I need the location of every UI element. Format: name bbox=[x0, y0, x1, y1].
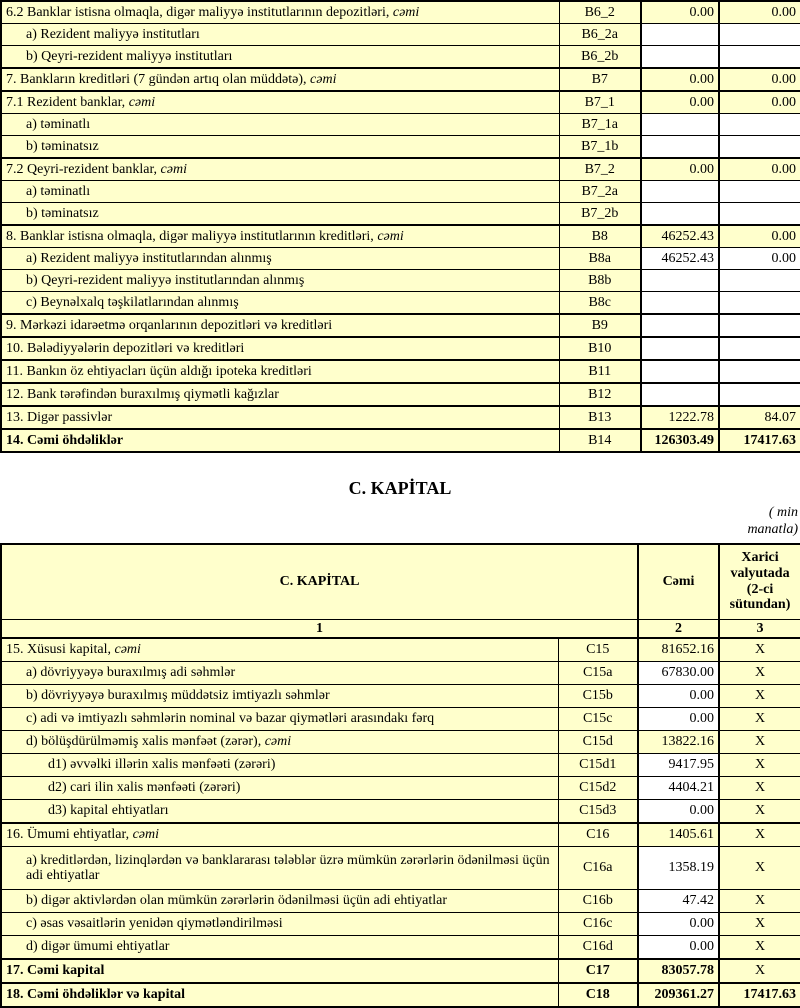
value-foreign-not-applicable: X bbox=[719, 708, 800, 731]
value-total: 1405.61 bbox=[638, 823, 719, 847]
row-label: b) təminatsız bbox=[1, 136, 559, 159]
table-row-B7 bbox=[1, 68, 800, 91]
value-total: 81652.16 bbox=[638, 638, 719, 662]
row-label: 14. Cəmi öhdəliklər bbox=[1, 429, 559, 452]
value-foreign-currency: 17417.63 bbox=[719, 983, 800, 1007]
row-label: d2) cari ilin xalis mənfəəti (zərəri) bbox=[1, 777, 558, 800]
row-code: C15d3 bbox=[558, 800, 638, 824]
value-total bbox=[641, 181, 719, 203]
table-row-B10 bbox=[1, 337, 800, 360]
row-label: 17. Cəmi kapital bbox=[1, 959, 558, 983]
row-label: d) bölüşdürülməmiş xalis mənfəət (zərər), cəmi bbox=[1, 731, 558, 754]
table-row-B7_2b bbox=[1, 203, 800, 226]
table-row-C15d2 bbox=[1, 777, 800, 800]
row-code: B7_2b bbox=[559, 203, 641, 226]
value-foreign-currency bbox=[719, 181, 800, 203]
value-total: 46252.43 bbox=[641, 248, 719, 270]
capital-section-title: C. KAPİTAL bbox=[348, 478, 452, 498]
row-label: 13. Digər passivlər bbox=[1, 406, 559, 429]
value-foreign-not-applicable: X bbox=[719, 731, 800, 754]
row-label: b) Qeyri-rezident maliyyə institutlarından alınmış bbox=[1, 270, 559, 292]
row-code: C15d1 bbox=[558, 754, 638, 777]
table-row-B6_2 bbox=[1, 1, 800, 24]
row-code: C16b bbox=[558, 890, 638, 913]
row-code: C15d2 bbox=[558, 777, 638, 800]
value-foreign-currency bbox=[719, 292, 800, 315]
table-row-C15d1 bbox=[1, 754, 800, 777]
value-foreign-currency: 0.00 bbox=[719, 158, 800, 181]
table-row-C15 bbox=[1, 638, 800, 662]
value-total: 67830.00 bbox=[638, 662, 719, 685]
column-number-2: 2 bbox=[638, 619, 719, 638]
row-code: C17 bbox=[558, 959, 638, 983]
value-total: 0.00 bbox=[638, 708, 719, 731]
value-foreign-not-applicable: X bbox=[719, 959, 800, 983]
table-row-B7_2 bbox=[1, 158, 800, 181]
table-row-B14 bbox=[1, 429, 800, 452]
value-total: 46252.43 bbox=[641, 225, 719, 248]
row-label-italic-suffix: cəmi bbox=[310, 71, 337, 87]
row-label: b) dövriyyəyə buraxılmış müddətsiz imtiyazlı səhmlər bbox=[1, 685, 558, 708]
value-total: 0.00 bbox=[638, 936, 719, 960]
value-total: 126303.49 bbox=[641, 429, 719, 452]
value-total: 0.00 bbox=[638, 685, 719, 708]
row-code: B6_2b bbox=[559, 46, 641, 69]
value-total: 0.00 bbox=[638, 913, 719, 936]
row-code: C15b bbox=[558, 685, 638, 708]
table-row-C18 bbox=[1, 983, 800, 1007]
value-total: 0.00 bbox=[638, 800, 719, 824]
value-total bbox=[641, 114, 719, 136]
capital-header-title: C. KAPİTAL bbox=[1, 544, 638, 620]
row-code: B7_1b bbox=[559, 136, 641, 159]
row-label: 18. Cəmi öhdəliklər və kapital bbox=[1, 983, 558, 1007]
value-foreign-not-applicable: X bbox=[719, 936, 800, 960]
column-number-3: 3 bbox=[719, 619, 800, 638]
table-row-C15d3 bbox=[1, 800, 800, 824]
value-foreign-currency bbox=[719, 46, 800, 69]
value-total: 209361.27 bbox=[638, 983, 719, 1007]
row-label: c) əsas vəsaitlərin yenidən qiymətləndirilməsi bbox=[1, 913, 558, 936]
table-row-C16 bbox=[1, 823, 800, 847]
value-total bbox=[641, 314, 719, 337]
row-label: 8. Banklar istisna olmaqla, digər maliyyə institutlarının kreditləri, cəmi bbox=[1, 225, 559, 248]
row-code: B7_1 bbox=[559, 91, 641, 114]
table-row-B6_2a bbox=[1, 24, 800, 46]
row-label: d) digər ümumi ehtiyatlar bbox=[1, 936, 558, 960]
row-code: B9 bbox=[559, 314, 641, 337]
table-row-C16c bbox=[1, 913, 800, 936]
value-total: 4404.21 bbox=[638, 777, 719, 800]
table-row-B8b bbox=[1, 270, 800, 292]
row-code: C15d bbox=[558, 731, 638, 754]
row-code: B8 bbox=[559, 225, 641, 248]
table-row-C15a bbox=[1, 662, 800, 685]
row-code: C16 bbox=[558, 823, 638, 847]
row-label: a) dövriyyəyə buraxılmış adi səhmlər bbox=[1, 662, 558, 685]
row-label: d3) kapital ehtiyatları bbox=[1, 800, 558, 824]
value-total: 0.00 bbox=[641, 1, 719, 24]
table-row-B8c bbox=[1, 292, 800, 315]
table-row-C15b bbox=[1, 685, 800, 708]
row-label: 6.2 Banklar istisna olmaqla, digər maliyyə institutlarının depozitləri, cəmi bbox=[1, 1, 559, 24]
value-foreign-not-applicable: X bbox=[719, 638, 800, 662]
table-row-B9 bbox=[1, 314, 800, 337]
value-total bbox=[641, 337, 719, 360]
row-label: 12. Bank tərəfindən buraxılmış qiymətli kağızlar bbox=[1, 383, 559, 406]
table-row-B13 bbox=[1, 406, 800, 429]
row-code: B7 bbox=[559, 68, 641, 91]
table-row-B8 bbox=[1, 225, 800, 248]
row-code: C16d bbox=[558, 936, 638, 960]
value-foreign-not-applicable: X bbox=[719, 800, 800, 824]
value-foreign-not-applicable: X bbox=[719, 754, 800, 777]
row-label: c) adi və imtiyazlı səhmlərin nominal və bazar qiymətləri arasındakı fərq bbox=[1, 708, 558, 731]
table-row-C15d bbox=[1, 731, 800, 754]
value-foreign-currency bbox=[719, 114, 800, 136]
value-foreign-not-applicable: X bbox=[719, 913, 800, 936]
value-total: 9417.95 bbox=[638, 754, 719, 777]
table-row-B7_1a bbox=[1, 114, 800, 136]
row-label: 9. Mərkəzi idarəetmə orqanlarının depozitləri və kreditləri bbox=[1, 314, 559, 337]
table-row-B8a bbox=[1, 248, 800, 270]
row-label: 7. Bankların kreditləri (7 gündən artıq olan müddətə), cəmi bbox=[1, 68, 559, 91]
value-total bbox=[641, 360, 719, 383]
row-code: B13 bbox=[559, 406, 641, 429]
capital-header-row bbox=[1, 544, 800, 620]
row-code: C16c bbox=[558, 913, 638, 936]
row-code: C15a bbox=[558, 662, 638, 685]
row-code: C16a bbox=[558, 847, 638, 890]
row-label: 7.1 Rezident banklar, cəmi bbox=[1, 91, 559, 114]
unit-note bbox=[0, 505, 798, 539]
value-foreign-not-applicable: X bbox=[719, 662, 800, 685]
row-code: B10 bbox=[559, 337, 641, 360]
value-foreign-currency: 17417.63 bbox=[719, 429, 800, 452]
value-foreign-currency: 0.00 bbox=[719, 1, 800, 24]
value-total bbox=[641, 383, 719, 406]
value-total bbox=[641, 136, 719, 159]
table-row-C16b bbox=[1, 890, 800, 913]
table-row-B11 bbox=[1, 360, 800, 383]
row-label: 11. Bankın öz ehtiyacları üçün aldığı ipoteka kreditləri bbox=[1, 360, 559, 383]
row-label: 16. Ümumi ehtiyatlar, cəmi bbox=[1, 823, 558, 847]
value-total: 13822.16 bbox=[638, 731, 719, 754]
value-total bbox=[641, 46, 719, 69]
value-foreign-currency: 84.07 bbox=[719, 406, 800, 429]
value-foreign-currency bbox=[719, 383, 800, 406]
value-foreign-not-applicable: X bbox=[719, 685, 800, 708]
row-label: a) Rezident maliyyə institutları bbox=[1, 24, 559, 46]
row-code: B7_1a bbox=[559, 114, 641, 136]
table-row-B7_2a bbox=[1, 181, 800, 203]
row-code: B6_2 bbox=[559, 1, 641, 24]
capital-header-total: Cəmi bbox=[638, 544, 719, 620]
row-label: a) Rezident maliyyə institutlarından alınmış bbox=[1, 248, 559, 270]
row-code: B7_2a bbox=[559, 181, 641, 203]
row-code: B6_2a bbox=[559, 24, 641, 46]
row-label: a) təminatlı bbox=[1, 181, 559, 203]
row-label: b) təminatsız bbox=[1, 203, 559, 226]
value-foreign-currency bbox=[719, 360, 800, 383]
table-row-B7_1b bbox=[1, 136, 800, 159]
value-foreign-not-applicable: X bbox=[719, 847, 800, 890]
capital-header-foreign-currency: Xarici valyutada (2-ci sütundan) bbox=[719, 544, 800, 620]
row-label-italic-suffix: cəmi bbox=[128, 94, 156, 110]
value-total bbox=[641, 24, 719, 46]
value-total: 83057.78 bbox=[638, 959, 719, 983]
value-total bbox=[641, 292, 719, 315]
unit-note-line1: ( min bbox=[768, 505, 798, 520]
table-row-B12 bbox=[1, 383, 800, 406]
table-row-C15c bbox=[1, 708, 800, 731]
value-foreign-currency: 0.00 bbox=[719, 248, 800, 270]
row-code: C15 bbox=[558, 638, 638, 662]
row-label: a) kreditlərdən, lizinqlərdən və banklararası tələblər üzrə mümkün zərərlərin ödənilməsi üçün adi ehtiyatlar bbox=[1, 847, 558, 890]
liabilities-table bbox=[0, 0, 800, 453]
unit-note-line2: manatla) bbox=[747, 521, 798, 537]
row-label-italic-suffix: cəmi bbox=[160, 161, 187, 177]
row-label-italic-suffix: cəmi bbox=[114, 642, 141, 658]
row-code: C18 bbox=[558, 983, 638, 1007]
row-label: a) təminatlı bbox=[1, 114, 559, 136]
row-label: c) Beynəlxalq təşkilatlarından alınmış bbox=[1, 292, 559, 315]
value-foreign-not-applicable: X bbox=[719, 890, 800, 913]
row-code: B11 bbox=[559, 360, 641, 383]
row-label: b) digər aktivlərdən olan mümkün zərərlərin ödənilməsi üçün adi ehtiyatlar bbox=[1, 890, 558, 913]
table-row-B7_1 bbox=[1, 91, 800, 114]
value-total: 1222.78 bbox=[641, 406, 719, 429]
row-label: 15. Xüsusi kapital, cəmi bbox=[1, 638, 558, 662]
value-foreign-currency bbox=[719, 24, 800, 46]
row-label-italic-suffix: cəmi bbox=[392, 4, 420, 20]
row-code: C15c bbox=[558, 708, 638, 731]
row-label: 7.2 Qeyri-rezident banklar, cəmi bbox=[1, 158, 559, 181]
row-code: B7_2 bbox=[559, 158, 641, 181]
table-row-C16a bbox=[1, 847, 800, 890]
value-foreign-not-applicable: X bbox=[719, 777, 800, 800]
table-row-C17 bbox=[1, 959, 800, 983]
row-label-italic-suffix: cəmi bbox=[377, 228, 404, 244]
value-total bbox=[641, 203, 719, 226]
value-foreign-currency bbox=[719, 337, 800, 360]
value-foreign-currency bbox=[719, 203, 800, 226]
value-total: 0.00 bbox=[641, 91, 719, 114]
table-row-B6_2b bbox=[1, 46, 800, 69]
row-label: 10. Bələdiyyələrin depozitləri və kreditləri bbox=[1, 337, 559, 360]
value-total: 1358.19 bbox=[638, 847, 719, 890]
row-code: B8b bbox=[559, 270, 641, 292]
row-label: d1) əvvəlki illərin xalis mənfəəti (zərəri) bbox=[1, 754, 558, 777]
value-foreign-currency bbox=[719, 270, 800, 292]
column-number-1: 1 bbox=[1, 619, 638, 638]
row-code: B8c bbox=[559, 292, 641, 315]
value-foreign-currency bbox=[719, 314, 800, 337]
row-label-italic-suffix: cəmi bbox=[132, 827, 160, 843]
row-label: b) Qeyri-rezident maliyyə institutları bbox=[1, 46, 559, 69]
value-foreign-currency: 0.00 bbox=[719, 68, 800, 91]
value-foreign-currency: 0.00 bbox=[719, 91, 800, 114]
value-total: 0.00 bbox=[641, 68, 719, 91]
row-code: B12 bbox=[559, 383, 641, 406]
value-foreign-currency: 0.00 bbox=[719, 225, 800, 248]
value-total: 0.00 bbox=[641, 158, 719, 181]
capital-table bbox=[0, 543, 800, 1008]
value-foreign-currency bbox=[719, 136, 800, 159]
value-total: 47.42 bbox=[638, 890, 719, 913]
value-total bbox=[641, 270, 719, 292]
row-code: B8a bbox=[559, 248, 641, 270]
column-number-row bbox=[1, 619, 800, 638]
row-label-italic-suffix: cəmi bbox=[264, 734, 292, 750]
table-row-C16d bbox=[1, 936, 800, 960]
row-code: B14 bbox=[559, 429, 641, 452]
value-foreign-not-applicable: X bbox=[719, 823, 800, 847]
